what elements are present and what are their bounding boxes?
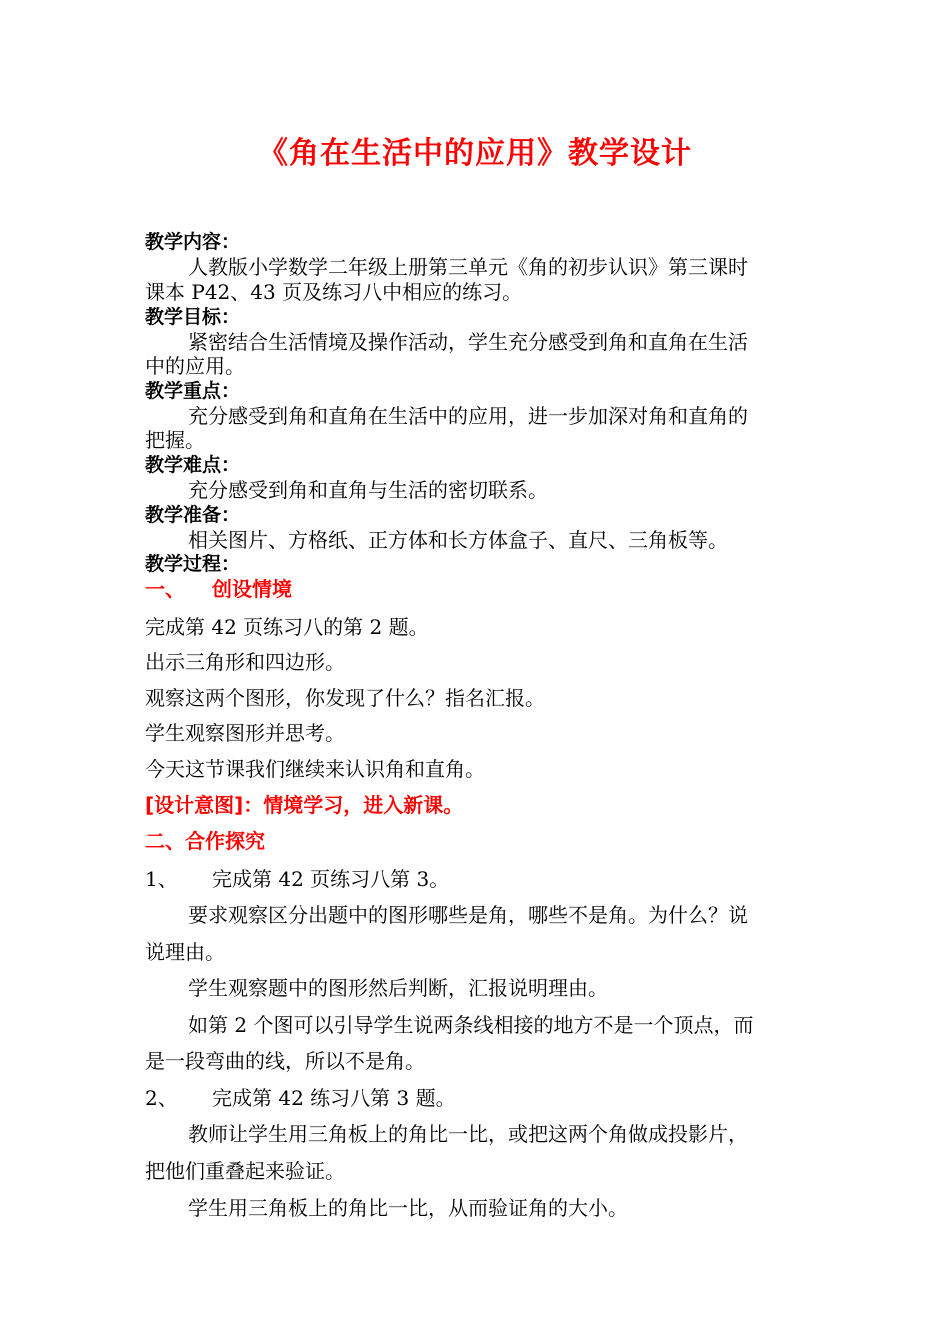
item1-line-5: 是一段弯曲的线，所以不是角。 xyxy=(145,1049,425,1073)
part1-title: 创设情境 xyxy=(212,577,292,601)
key-line-2: 把握。 xyxy=(145,428,205,452)
document-title: 《角在生活中的应用》教学设计 xyxy=(258,136,692,171)
key-line-1: 充分感受到角和直角在生活中的应用，进一步加深对角和直角的 xyxy=(188,404,748,428)
heading-difficulty: 教学难点： xyxy=(145,454,241,476)
part1-line-4: 学生观察图形并思考。 xyxy=(145,721,345,745)
part1-line-3: 观察这两个图形，你发现了什么？指名汇报。 xyxy=(145,686,545,710)
heading-prep: 教学准备： xyxy=(145,504,241,526)
part1-design-note: [设计意图]：情境学习，进入新课。 xyxy=(145,793,464,817)
item1-line-1: 要求观察区分出题中的图形哪些是角，哪些不是角。为什么？说 xyxy=(188,903,748,927)
part1-line-2: 出示三角形和四边形。 xyxy=(145,650,345,674)
part1-number: 一、 xyxy=(145,577,185,601)
difficulty-line-1: 充分感受到角和直角与生活的密切联系。 xyxy=(188,478,548,502)
item1-line-2: 说理由。 xyxy=(145,940,225,964)
part1-line-1: 完成第 42 页练习八的第 2 题。 xyxy=(145,615,429,639)
item2-line-1: 教师让学生用三角板上的角比一比，或把这两个角做成投影片， xyxy=(188,1122,748,1146)
item2-text: 完成第 42 练习八第 3 题。 xyxy=(212,1086,456,1110)
goal-line-2: 中的应用。 xyxy=(145,354,245,378)
item1-number: 1、 xyxy=(145,867,178,891)
item1-line-3: 学生观察题中的图形然后判断，汇报说明理由。 xyxy=(188,976,608,1000)
heading-content: 教学内容： xyxy=(145,231,241,253)
item1-line-4: 如第 2 个图可以引导学生说两条线相接的地方不是一个顶点，而 xyxy=(188,1013,754,1037)
part2-title: 二、合作探究 xyxy=(145,829,265,853)
prep-line-1: 相关图片、方格纸、正方体和长方体盒子、直尺、三角板等。 xyxy=(188,528,728,552)
heading-goal: 教学目标： xyxy=(145,306,241,328)
item2-line-2: 把他们重叠起来验证。 xyxy=(145,1159,345,1183)
part1-line-5: 今天这节课我们继续来认识角和直角。 xyxy=(145,757,485,781)
content-line-1: 人教版小学数学二年级上册第三单元《角的初步认识》第三课时 xyxy=(188,255,748,279)
item2-line-3: 学生用三角板上的角比一比，从而验证角的大小。 xyxy=(188,1196,628,1220)
item1-text: 完成第 42 页练习八第 3。 xyxy=(212,867,450,891)
item2-number: 2、 xyxy=(145,1086,178,1110)
heading-key: 教学重点： xyxy=(145,380,241,402)
goal-line-1: 紧密结合生活情境及操作活动，学生充分感受到角和直角在生活 xyxy=(188,330,748,354)
content-line-2: 课本 P42、43 页及练习八中相应的练习。 xyxy=(145,280,523,304)
heading-process: 教学过程： xyxy=(145,553,241,575)
